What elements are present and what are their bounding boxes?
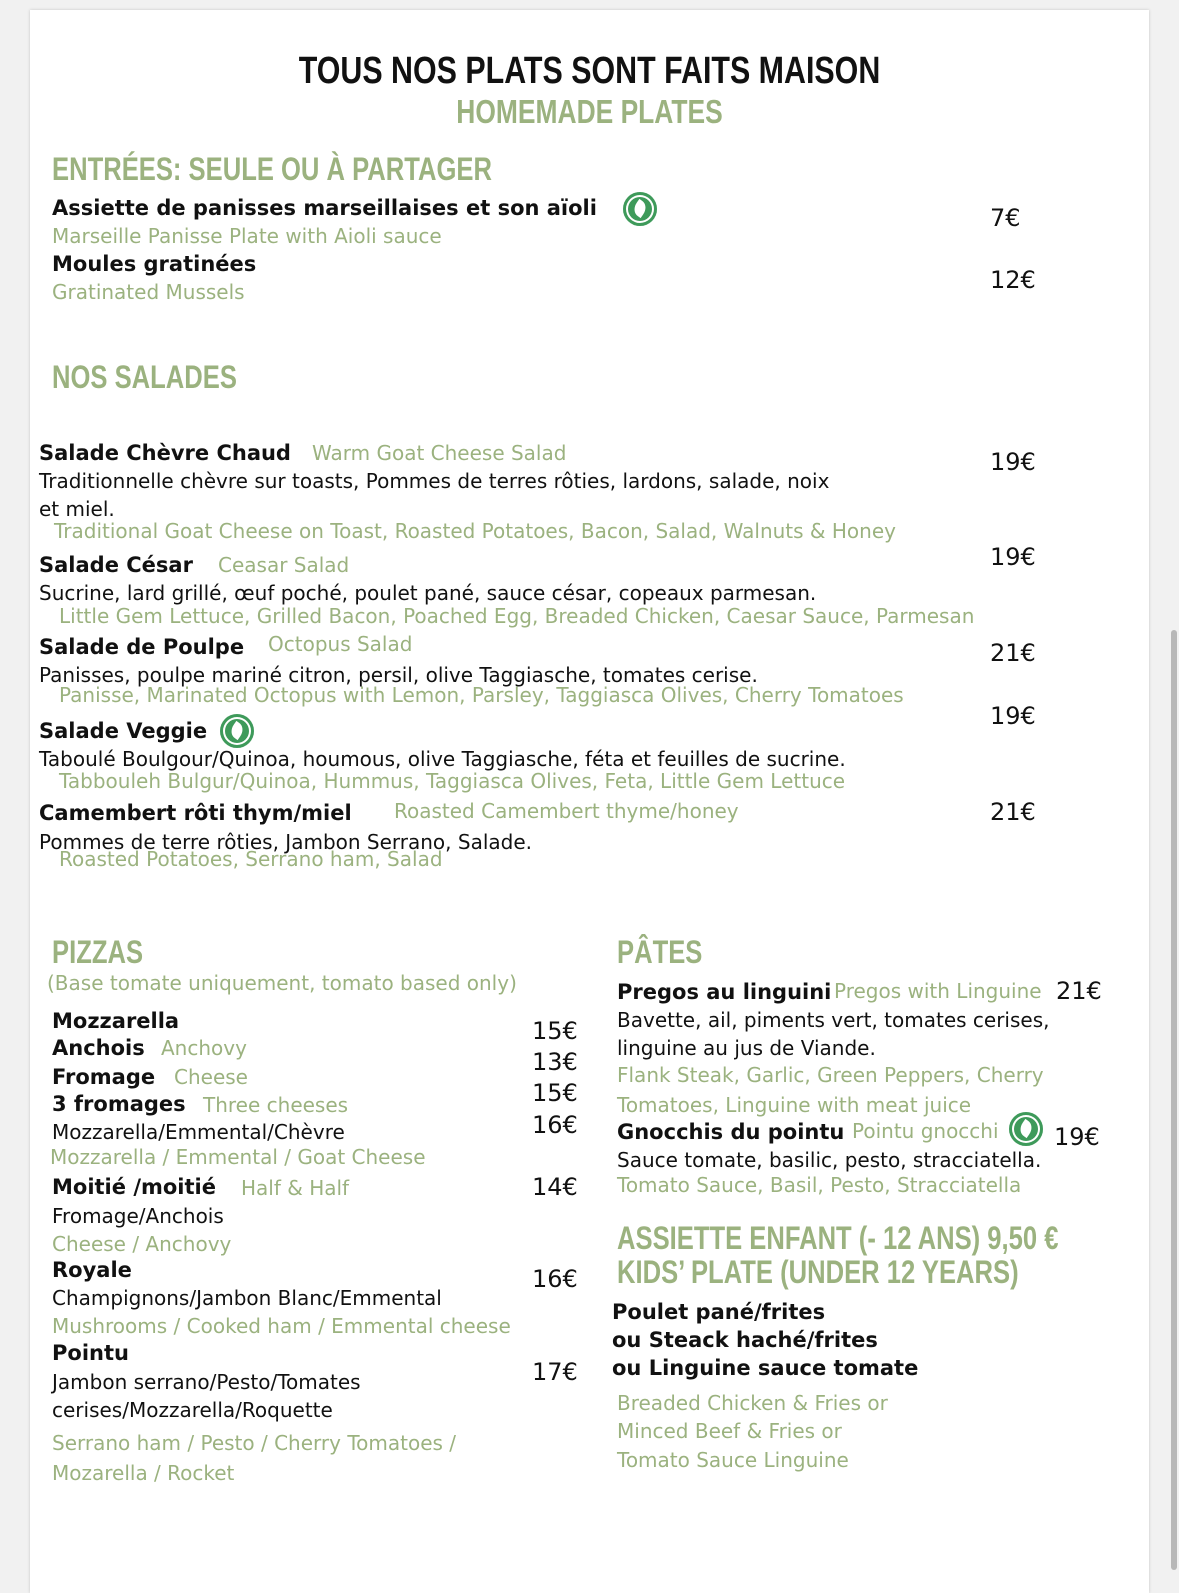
- dish-price: 19€: [990, 448, 1036, 476]
- dish-description-translation: Mozarella / Rocket: [52, 1461, 235, 1485]
- dish-name: Fromage: [52, 1065, 156, 1089]
- dish-description: Bavette, ail, piments vert, tomates cerises,: [617, 1008, 1050, 1032]
- dish-price: 17€: [532, 1358, 578, 1386]
- dish-description: Fromage/Anchois: [52, 1204, 224, 1228]
- kids-option: Poulet pané/frites: [612, 1300, 826, 1324]
- section-title-pizzas: PIZZAS: [52, 934, 144, 970]
- dish-name: Moules gratinées: [52, 252, 257, 276]
- section-title-entrees: ENTRÉES: SEULE OU À PARTAGER: [52, 151, 492, 187]
- dish-description-translation: Traditional Goat Cheese on Toast, Roasted Potatoes, Bacon, Salad, Walnuts & Honey: [54, 519, 896, 543]
- dish-description-translation: Panisse, Marinated Octopus with Lemon, Parsley, Taggiasca Olives, Cherry Tomatoes: [59, 683, 904, 707]
- dish-description: Panisses, poulpe mariné citron, persil, olive Taggiasche, tomates cerise.: [39, 663, 758, 687]
- dish-name: Salade Chèvre Chaud: [39, 441, 291, 465]
- dish-price: 15€: [532, 1017, 578, 1045]
- vegetarian-badge-icon: [220, 714, 254, 748]
- dish-description-translation: Flank Steak, Garlic, Green Peppers, Cherry: [617, 1063, 1044, 1087]
- dish-description: Taboulé Boulgour/Quinoa, houmous, olive Taggiasche, féta et feuilles de sucrine.: [39, 747, 846, 771]
- dish-price: 16€: [532, 1265, 578, 1293]
- dish-price: 21€: [990, 639, 1036, 667]
- dish-price: 13€: [532, 1048, 578, 1076]
- dish-description-translation: Mozzarella / Emmental / Goat Cheese: [50, 1145, 426, 1169]
- dish-price: 19€: [990, 702, 1036, 730]
- dish-name: Assiette de panisses marseillaises et son aïoli: [52, 196, 597, 220]
- dish-description-translation: Mushrooms / Cooked ham / Emmental cheese: [52, 1314, 511, 1338]
- dish-name: 3 fromages: [52, 1092, 186, 1116]
- dish-price: 21€: [1056, 977, 1102, 1005]
- dish-price: 16€: [532, 1111, 578, 1139]
- vegetarian-badge-icon: [1009, 1112, 1043, 1146]
- dish-translation: Three cheeses: [203, 1093, 349, 1117]
- dish-translation: Pointu gnocchi: [852, 1119, 999, 1143]
- dish-translation: Roasted Camembert thyme/honey: [394, 799, 739, 823]
- scrollbar[interactable]: [1171, 630, 1177, 1570]
- vegetarian-badge-icon: [623, 192, 657, 226]
- dish-translation: Marseille Panisse Plate with Aioli sauce: [52, 224, 442, 248]
- dish-description: Sauce tomate, basilic, pesto, stracciatella.: [617, 1148, 1042, 1172]
- dish-description-translation: Serrano ham / Pesto / Cherry Tomatoes /: [52, 1431, 457, 1455]
- kids-option-translation: Minced Beef & Fries or: [617, 1419, 842, 1443]
- dish-translation: Gratinated Mussels: [52, 280, 245, 304]
- page-title: TOUS NOS PLATS SONT FAITS MAISON: [298, 50, 881, 92]
- dish-description: Pommes de terre rôties, Jambon Serrano, Salade.: [39, 830, 533, 854]
- kids-option: ou Linguine sauce tomate: [612, 1356, 919, 1380]
- dish-translation: Ceasar Salad: [218, 553, 350, 577]
- dish-name: Anchois: [52, 1036, 145, 1060]
- section-title-pasta: PÂTES: [617, 934, 703, 970]
- dish-name: Mozzarella: [52, 1009, 180, 1033]
- dish-description: cerises/Mozzarella/Roquette: [52, 1398, 333, 1422]
- dish-translation: Octopus Salad: [268, 632, 413, 656]
- dish-description: Sucrine, lard grillé, œuf poché, poulet pané, sauce césar, copeaux parmesan.: [39, 581, 817, 605]
- dish-price: 21€: [990, 798, 1036, 826]
- dish-price: 15€: [532, 1079, 578, 1107]
- dish-name: Moitié /moitié: [52, 1175, 216, 1199]
- dish-name: Gnocchis du pointu: [617, 1120, 845, 1144]
- kids-option: ou Steack haché/frites: [612, 1328, 878, 1352]
- dish-description: linguine au jus de Viande.: [617, 1036, 876, 1060]
- dish-description: Traditionnelle chèvre sur toasts, Pommes de terres rôties, lardons, salade, noix: [39, 469, 830, 493]
- dish-description-translation: Roasted Potatoes, Serrano ham, Salad: [59, 847, 443, 871]
- dish-description-translation: Cheese / Anchovy: [52, 1232, 232, 1256]
- dish-name: Salade César: [39, 553, 193, 577]
- dish-translation: Anchovy: [161, 1036, 247, 1060]
- dish-name: Royale: [52, 1258, 132, 1282]
- pizzas-note: (Base tomate uniquement, tomato based only): [47, 971, 517, 995]
- dish-description-translation: Tomato Sauce, Basil, Pesto, Stracciatella: [617, 1173, 1022, 1197]
- page-subtitle: HOMEMADE PLATES: [456, 93, 723, 130]
- dish-description: Jambon serrano/Pesto/Tomates: [52, 1370, 361, 1394]
- dish-translation: Half & Half: [241, 1176, 350, 1200]
- dish-description: Champignons/Jambon Blanc/Emmental: [52, 1286, 442, 1310]
- section-title-kids-english: KIDS’ PLATE (UNDER 12 YEARS): [617, 1254, 1019, 1290]
- dish-price: 7€: [990, 204, 1021, 232]
- dish-name: Pointu: [52, 1341, 129, 1365]
- dish-description-translation: Little Gem Lettuce, Grilled Bacon, Poached Egg, Breaded Chicken, Caesar Sauce, Parmesan: [59, 604, 975, 628]
- dish-price: 14€: [532, 1173, 578, 1201]
- section-title-kids: ASSIETTE ENFANT (- 12 ANS) 9,50 €: [617, 1220, 1059, 1256]
- dish-price: 12€: [990, 266, 1036, 294]
- kids-option-translation: Breaded Chicken & Fries or: [617, 1391, 888, 1415]
- dish-name: Salade Veggie: [39, 719, 208, 743]
- section-title-salads: NOS SALADES: [52, 359, 237, 395]
- dish-description: Mozzarella/Emmental/Chèvre: [52, 1120, 345, 1144]
- dish-price: 19€: [1054, 1123, 1100, 1151]
- dish-name: Camembert rôti thym/miel: [39, 801, 352, 825]
- dish-price: 19€: [990, 543, 1036, 571]
- dish-description-translation: Tomatoes, Linguine with meat juice: [617, 1093, 972, 1117]
- dish-translation: Cheese: [174, 1065, 248, 1089]
- dish-description: et miel.: [39, 497, 115, 521]
- kids-option-translation: Tomato Sauce Linguine: [617, 1448, 849, 1472]
- dish-name: Salade de Poulpe: [39, 635, 245, 659]
- dish-translation: Warm Goat Cheese Salad: [312, 441, 567, 465]
- dish-translation: Pregos with Linguine: [834, 979, 1042, 1003]
- dish-name: Pregos au linguini: [617, 980, 832, 1004]
- menu-page: [30, 10, 1149, 1593]
- dish-description-translation: Tabbouleh Bulgur/Quinoa, Hummus, Taggiasca Olives, Feta, Little Gem Lettuce: [59, 769, 846, 793]
